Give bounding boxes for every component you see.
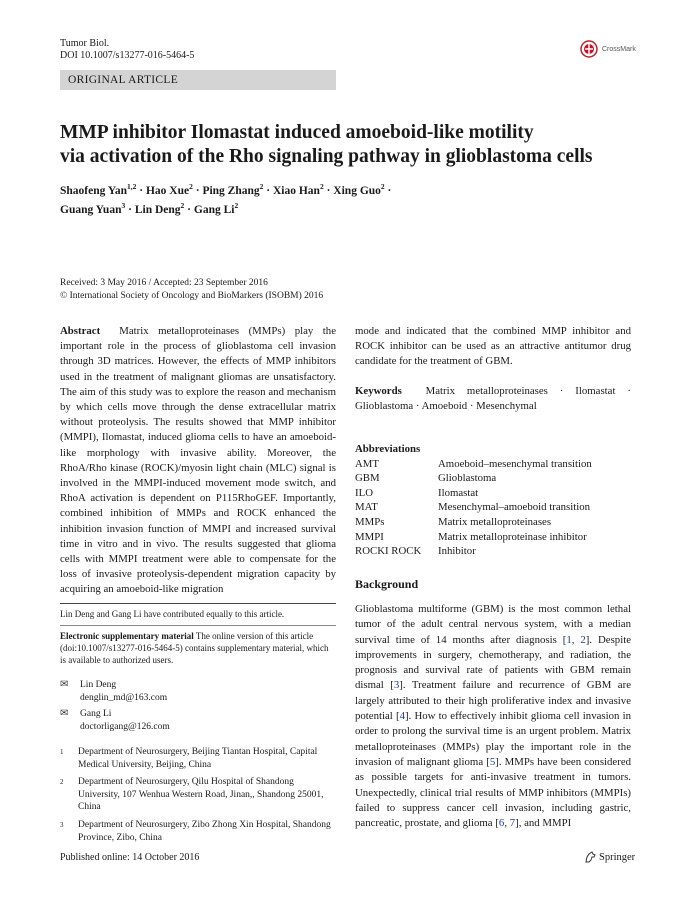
envelope-icon: ✉	[60, 708, 69, 720]
author-name[interactable]: Lin Deng	[134, 204, 181, 216]
affiliation-item	[60, 746, 336, 771]
abstract-text-left: Matrix metalloproteinases (MMPs) play the important role in the process of glioblastoma cell invasion through 3D matrices. However, the effects of MMP inhibitors used in the treatment of malignant gliomas are unsatisfactory. The aim of this study was to explore the reason and mechanism by which cells move through the dense extracellular matrix without proteolysis. The results showed that MMP inhibitor (MMPI), Ilomastat, induced glioma cells to have an amoeboid-like morphology with invasive ability. Moreover, the RhoA/Rho kinase (ROCK)/myosin light chain (MLC) signal is involved in the MMPI-induced movement mode switch, and RhoA activation is dependent on P115RhoGEF. Importantly, combined inhibition of MMPs and ROCK enhanced the inhibition invasion function of MMPI and increased survival time in vitro and in vivo. The results suggested that glioma cells with MMPI treatment were able to compensate for the loss of invasive proteolysis-dependent migration capacity by acquiring an amoeboid-like migration	[60, 325, 336, 596]
abbreviation-definition: Amoeboid–mesenchymal transition	[438, 457, 592, 470]
background-text: ,	[504, 817, 510, 830]
affiliation-number: 3	[60, 820, 64, 829]
abbreviation-term: MAT	[355, 501, 378, 514]
author-affiliation: 1,2	[127, 182, 137, 192]
keywords-text: Matrix metalloproteinases · Ilomastat · Glioblastoma · Amoeboid · Mesenchymal	[355, 384, 631, 412]
author-affiliation: 3	[121, 201, 126, 211]
esm-note	[60, 630, 336, 666]
publisher-name: Springer	[599, 851, 636, 863]
journal-name: Tumor Biol.	[60, 38, 110, 49]
corresponding-authors	[60, 679, 336, 737]
abstract-text-right: mode and indicated that the combined MMP inhibitor and ROCK inhibitor can be used as an attractive antitumor drug candidate for the treatment of GBM.	[355, 325, 631, 368]
esm-label: Electronic supplementary material	[60, 631, 194, 641]
contact-row	[60, 708, 336, 733]
background-paragraph	[355, 602, 631, 831]
title-line-2: via activation of the Rho signaling pathway in glioblastoma cells	[60, 146, 593, 167]
author-name[interactable]: Xing Guo	[333, 185, 381, 197]
publication-dates	[60, 277, 360, 303]
affiliation-item	[60, 776, 336, 814]
abbreviation-row	[355, 515, 592, 530]
citation-link[interactable]: 2	[580, 633, 586, 646]
author-affiliation: 2	[319, 182, 324, 192]
abbreviation-definition: Glioblastoma	[438, 472, 497, 485]
author-name[interactable]: Gang Li	[193, 204, 235, 216]
copyright-symbol: ©	[60, 291, 68, 301]
journal-header	[60, 38, 194, 62]
footnotes	[60, 603, 336, 666]
abstract-label: Abstract	[60, 325, 101, 337]
affiliation-item	[60, 819, 336, 844]
envelope-icon: ✉	[60, 679, 69, 690]
abbreviation-definition: Matrix metalloproteinase inhibitor	[438, 530, 587, 543]
author-name[interactable]: Shaofeng Yan	[60, 185, 127, 197]
author-line-1: Shaofeng Yan$^{1,2}$ · Hao Xue$^2$ · Ping Zhang$^2$ · Xiao Han$^2$ · Xing Guo$^2$ ·	[60, 182, 392, 197]
abbreviation-definition: Mesenchymal–amoeboid transition	[438, 501, 591, 514]
abstract-section	[60, 324, 336, 598]
abbreviation-term: GBM	[355, 472, 380, 485]
abbreviation-row	[355, 457, 592, 472]
affiliation-text: Department of Neurosurgery, Zibo Zhong Xin Hospital, Shandong Province, Zibo, China	[78, 819, 331, 843]
abbreviation-definition: Inhibitor	[438, 545, 476, 558]
author-affiliation: 2	[189, 182, 193, 192]
copyright-text: International Society of Oncology and BioMarkers (ISOBM) 2016	[69, 291, 324, 301]
abbreviation-row	[355, 500, 592, 515]
crossmark-icon	[580, 40, 598, 58]
right-column	[355, 324, 631, 831]
background-text: ]. How to effectively inhibit glioma cell invasion in order to prolong the survival time is an urgent problem. Matrix metalloproteinases (MMPs) play the important role in the invasion of malignant glioma [	[355, 710, 631, 768]
abbreviations-section	[355, 442, 631, 559]
author-line-2: Guang Yuan$^3$ · Lin Deng$^2$ · Gang Li$^2$	[60, 201, 239, 216]
keywords-section	[355, 384, 631, 414]
abbreviation-term: MMPs	[355, 515, 385, 528]
abbreviations-table	[355, 457, 592, 559]
abbreviations-heading: Abbreviations	[355, 443, 421, 456]
article-type-banner: ORIGINAL ARTICLE	[60, 70, 336, 90]
contact-email[interactable]: doctorligang@126.com	[80, 721, 170, 732]
author-affiliation: 2	[380, 182, 385, 192]
citation-link[interactable]: 5	[489, 755, 496, 768]
abbreviation-row	[355, 544, 592, 559]
contact-row	[60, 679, 336, 704]
published-online: Published online: 14 October 2016	[60, 852, 200, 863]
footnote-divider	[60, 625, 336, 626]
abbreviation-term: MMPI	[355, 530, 384, 543]
crossmark-label: CrossMark	[602, 45, 636, 53]
abbreviation-row	[355, 486, 592, 501]
abbreviation-definition: Matrix metalloproteinases	[438, 515, 552, 528]
abbreviation-term: ILO	[355, 486, 373, 499]
affiliation-number: 2	[60, 778, 64, 787]
abbreviation-row	[355, 530, 592, 545]
author-list	[60, 182, 640, 220]
affiliation-text: Department of Neurosurgery, Qilu Hospital of Shandong University, 107 Wenhua Western Road, Jinan,, Shandong 25001, China	[78, 777, 324, 813]
affiliation-text: Department of Neurosurgery, Beijing Tiantan Hospital, Capital Medical University, Beijing, China	[78, 747, 318, 770]
citation-link[interactable]: 7	[509, 817, 516, 830]
springer-horse-icon	[584, 851, 596, 863]
author-name[interactable]: Guang Yuan	[60, 204, 122, 216]
received-accepted: Received: 3 May 2016 / Accepted: 23 September 2016	[60, 278, 268, 288]
abbreviation-row	[355, 471, 592, 486]
citation-link[interactable]: 1	[566, 633, 572, 646]
affiliations	[60, 746, 336, 849]
background-text: ]. Despite improvements in surgery, chemotherapy, and radiation, the prognosis and survival rate of patients with GBM remain dismal [	[355, 633, 631, 692]
contact-email[interactable]: denglin_md@163.com	[80, 692, 168, 703]
abbreviation-definition: Ilomastat	[438, 486, 479, 499]
author-name[interactable]: Ping Zhang	[202, 185, 260, 197]
keywords-label: Keywords	[355, 384, 402, 397]
author-name[interactable]: Xiao Han	[272, 185, 320, 197]
contact-name: Lin Deng	[80, 680, 117, 690]
title-line-1: MMP inhibitor Ilomastat induced amoeboid-like motility	[60, 122, 534, 143]
background-text: ]. Treatment failure and recurrence of GBM are largely attributed to their high proliferative index and invasive potential [	[355, 679, 631, 723]
author-affiliation: 2	[259, 182, 264, 192]
citation-link[interactable]: 6	[498, 817, 505, 830]
esm-text: The online version of this article (doi:10.1007/s13277-016-5464-5) contains supplementary material, which is available to authorized users.	[60, 631, 329, 665]
author-affiliation: 2	[234, 201, 239, 211]
footnote-rule	[60, 603, 336, 604]
citation-link[interactable]: 3	[393, 679, 400, 692]
publisher-logo	[584, 851, 635, 863]
background-text: ]. MMPs have been considered as possible targets for anti-invasive treatment in tumors. Unexpectedly, clinical trial results of MMP inhibitors (MMPIs) failed to suppress cancer cell invasion, including gastric, pancreatic, prostate, and glioma [	[355, 755, 632, 830]
author-name[interactable]: Hao Xue	[145, 185, 190, 197]
equal-contribution-note: Lin Deng and Gang Li have contributed equally to this article.	[60, 609, 285, 619]
contact-name: Gang Li	[80, 709, 112, 720]
background-heading: Background	[355, 576, 419, 591]
background-text: Glioblastoma multiforme (GBM) is the most common lethal tumor of the adult central nervous system, with a median survival time of 14 months after diagnosis [	[355, 602, 631, 646]
crossmark-badge[interactable]	[580, 40, 640, 58]
doi[interactable]: DOI 10.1007/s13277-016-5464-5	[60, 50, 195, 61]
citation-link[interactable]: 4	[399, 710, 405, 723]
abbreviation-term: ROCKI ROCK	[355, 545, 422, 558]
affiliation-number: 1	[60, 748, 64, 756]
abbreviation-term: AMT	[355, 457, 379, 470]
background-text: ,	[571, 633, 581, 646]
author-affiliation: 2	[180, 201, 185, 211]
copyright-line	[60, 290, 360, 303]
paper-title	[60, 121, 640, 169]
background-text: ], and MMPI	[515, 817, 572, 830]
